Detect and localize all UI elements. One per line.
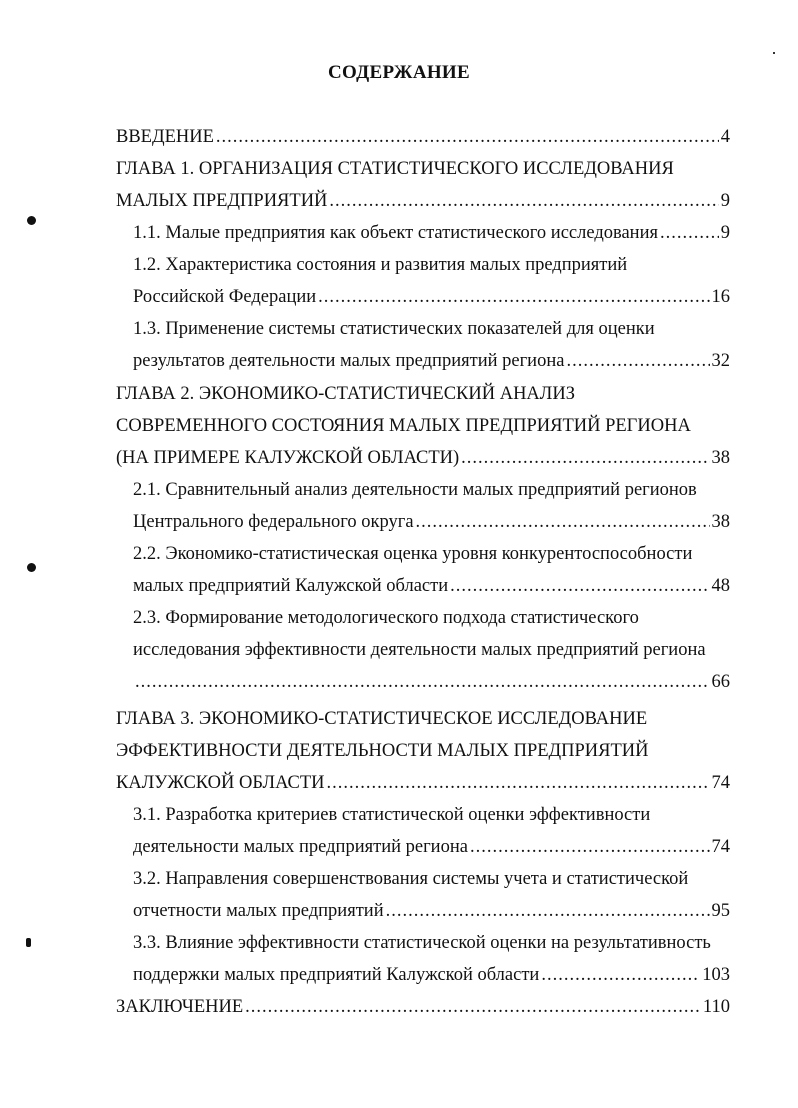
toc-entry-title-cont: Центрального федерального округа: [133, 512, 414, 532]
toc-page-number: 38: [711, 512, 730, 532]
toc-page-number: 38: [711, 448, 730, 468]
toc-entry-title-cont: СОВРЕМЕННОГО СОСТОЯНИЯ МАЛЫХ ПРЕДПРИЯТИЙ РЕГИОНА: [116, 416, 691, 436]
toc-entry-title-cont: деятельности малых предприятий региона: [133, 837, 468, 857]
toc-line: [133, 281, 730, 313]
toc-page-number: 16: [711, 287, 730, 307]
toc-page-number: 48: [711, 576, 730, 596]
toc-entry-title: 1.2. Характеристика состояния и развития малых предприятий: [133, 255, 628, 275]
toc-line: [116, 185, 730, 217]
toc-page-number: 103: [702, 965, 730, 985]
toc-line: [133, 506, 730, 538]
toc-page-number: 95: [711, 901, 730, 921]
toc-line: [133, 570, 730, 602]
toc-entry-title: ГЛАВА 2. ЭКОНОМИКО-СТАТИСТИЧЕСКИЙ АНАЛИЗ: [116, 384, 575, 404]
toc-entry-title-cont: исследования эффективности деятельности малых предприятий региона: [133, 640, 706, 660]
scan-speck: [773, 52, 775, 54]
margin-hole-mark: [27, 563, 36, 572]
toc-entry-title: 1.1. Малые предприятия как объект статистического исследования: [133, 223, 658, 243]
toc-entry-title: 1.3. Применение системы статистических показателей для оценки: [133, 319, 655, 339]
toc-line: [116, 442, 730, 474]
toc-entry-title: 3.1. Разработка критериев статистической оценки эффективности: [133, 805, 651, 825]
toc-entry-title: 2.3. Формирование методологического подхода статистического: [133, 608, 639, 628]
toc-entry-title-cont: МАЛЫХ ПРЕДПРИЯТИЙ: [116, 191, 328, 211]
margin-hole-mark: [27, 216, 36, 225]
toc-page-number: 9: [720, 191, 730, 211]
toc-page-number: 4: [720, 127, 730, 147]
toc-line: [133, 831, 730, 863]
toc-line: [133, 666, 730, 698]
dot-leader: [461, 442, 709, 474]
toc-entry-title-cont: результатов деятельности малых предприятий региона: [133, 351, 565, 371]
dot-leader: [245, 991, 701, 1023]
toc-entry-title: ЗАКЛЮЧЕНИЕ: [116, 997, 244, 1017]
toc-line: [133, 895, 730, 927]
toc-page-number: 110: [702, 997, 730, 1017]
toc-line: [133, 959, 730, 991]
toc-line: [116, 991, 730, 1023]
dot-leader: [566, 345, 709, 377]
toc-line: [116, 767, 730, 799]
toc-entry-title-cont: Российской Федерации: [133, 287, 317, 307]
toc-page-number: 32: [711, 351, 730, 371]
toc-line: [133, 217, 730, 249]
toc-entry-title-cont: поддержки малых предприятий Калужской области: [133, 965, 540, 985]
toc-entry-title: ВВЕДЕНИЕ: [116, 127, 214, 147]
dot-leader: [318, 281, 709, 313]
toc-entry-title-cont: (НА ПРИМЕРЕ КАЛУЖСКОЙ ОБЛАСТИ): [116, 448, 460, 468]
toc-entry-title: 3.2. Направления совершенствования системы учета и статистической: [133, 869, 689, 889]
toc-line: [116, 121, 730, 153]
dot-leader: [327, 767, 710, 799]
toc-entry-title: 2.2. Экономико-статистическая оценка уровня конкурентоспособности: [133, 544, 693, 564]
toc-entry-title-cont: малых предприятий Калужской области: [133, 576, 449, 596]
margin-hole-mark: [26, 938, 31, 947]
toc-entry-title: 2.1. Сравнительный анализ деятельности малых предприятий регионов: [133, 480, 697, 500]
dot-leader: [541, 959, 700, 991]
toc-page-number: 66: [711, 672, 730, 692]
toc-page-number: 9: [720, 223, 730, 243]
toc-page-number: 74: [711, 837, 730, 857]
toc-entry-title: 3.3. Влияние эффективности статистической оценки на результативность: [133, 933, 711, 953]
toc-title: СОДЕРЖАНИЕ: [328, 62, 470, 83]
toc-line: [133, 345, 730, 377]
dot-leader: [470, 831, 710, 863]
dot-leader: [660, 217, 719, 249]
dot-leader: [450, 570, 709, 602]
dot-leader: [135, 666, 710, 698]
toc-entry-title-cont: КАЛУЖСКОЙ ОБЛАСТИ: [116, 773, 325, 793]
dot-leader: [329, 185, 718, 217]
toc-entry-title-cont: ЭФФЕКТИВНОСТИ ДЕЯТЕЛЬНОСТИ МАЛЫХ ПРЕДПРИЯТИЙ: [116, 741, 649, 761]
dot-leader: [386, 895, 710, 927]
toc-entry-title: ГЛАВА 1. ОРГАНИЗАЦИЯ СТАТИСТИЧЕСКОГО ИССЛЕДОВАНИЯ: [116, 159, 674, 179]
dot-leader: [416, 506, 710, 538]
toc-page-number: 74: [711, 773, 730, 793]
toc-entry-title: ГЛАВА 3. ЭКОНОМИКО-СТАТИСТИЧЕСКОЕ ИССЛЕДОВАНИЕ: [116, 709, 648, 729]
toc-entry-title-cont: отчетности малых предприятий: [133, 901, 384, 921]
dot-leader: [216, 121, 719, 153]
